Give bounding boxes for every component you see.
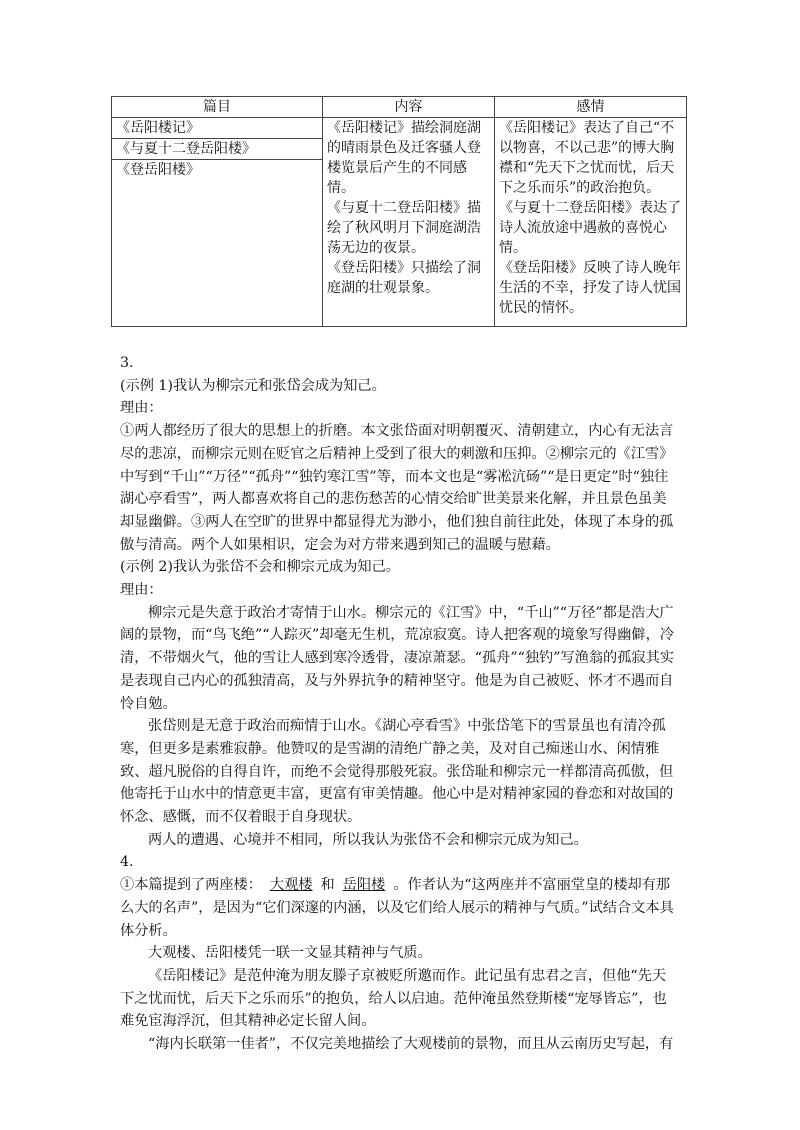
question-number: 3. (120, 355, 134, 371)
answer-blank: 岳阳楼 (342, 877, 386, 894)
content-text: 《与夏十二登岳阳楼》描绘了秋风明月下洞庭湖浩荡无边的夜景。 (327, 200, 481, 256)
answer-blank: 大观楼 (269, 877, 313, 894)
title-cell: 《岳阳楼记》 (112, 118, 323, 139)
text-run: 。作者认为“这两座并不富丽堂皇的楼却有那么大的名声”，是因为“它们深邃的内涵，以及它们给人展示的精神与气质。”试结合文本具体分析。 (120, 877, 674, 939)
title-cell: 《登岳阳楼》 (112, 160, 323, 181)
question-number: 4. (120, 854, 134, 871)
header-title: 篇目 (112, 97, 323, 118)
emotion-text: 《岳阳楼记》表达了自己“不以物喜，不以己悲”的博大胸襟和“先天下之忧而忧，后天下之乐而乐”的政治抱负。 (499, 120, 675, 196)
text-run: ①本篇提到了两座楼： (120, 877, 262, 894)
title-cell: 《与夏十二登岳阳楼》 (112, 139, 323, 160)
paragraph: “海内长联第一佳者”，不仅完美地描绘了大观楼前的景物，而且从云南历史写起，有 (148, 1036, 674, 1053)
paragraph: 柳宗元是失意于政治才寄情于山水。柳宗元的《江雪》中，“千山”“万径”都是浩大广阔的景物，而“鸟飞绝”“人踪灭”却毫无生机，荒凉寂寞。诗人把客观的境象写得幽僻，冷清，不带烟火气，他的雪让人感到寒冷透骨，凄凉萧瑟。“孤舟”“独钓”写渔翁的孤寂其实是表现自己内心的孤独清高，及与外界抗争的精神坚守。他是为自己被贬、怀才不遇而自怜自勉。 (120, 604, 674, 712)
example-heading: (示例 1)我认为柳宗元和张岱会成为知己。 (120, 377, 386, 394)
content-cell (323, 118, 495, 327)
table-header-row (112, 97, 687, 118)
emotion-text: 《登岳阳楼》反映了诗人晚年生活的不幸，抒发了诗人忧国忧民的情怀。 (499, 260, 681, 316)
emotion-cell (495, 118, 687, 327)
reason-label: 理由： (120, 582, 163, 599)
header-emotion: 感情 (495, 97, 687, 118)
text-run: 和 (320, 877, 335, 894)
example-heading: (示例 2)我认为张岱不会和柳宗元成为知己。 (120, 559, 400, 576)
paragraph: 张岱则是无意于政治而痴情于山水。《湖心亭看雪》中张岱笔下的雪景虽也有清冷孤寒，但更多是素雅寂静。他赞叹的是雪湖的清绝广静之美，及对自己痴迷山水、闲情雅致、超凡脱俗的自得自许，而绝不会觉得那般死寂。张岱耻和柳宗元一样都清高孤傲，但他寄托于山水中的情意更丰富，更富有审美情趣。他心中是对精神家园的眷恋和对故国的怀念、感慨，而不仅着眼于自身现状。 (120, 718, 674, 826)
paragraph (120, 874, 680, 942)
paragraph: ①两人都经历了很大的思想上的折磨。本文张岱面对明朝覆灭、清朝建立，内心有无法言尽的悲凉，而柳宗元则在贬官之后精神上受到了很大的刺激和压抑。②柳宗元的《江雪》中写到“千山”“万径”“孤舟”“独钓寒江雪”等，而本文也是“雾凇沆砀”“是日更定”时“独往湖心亭看雪”，两人都喜欢将自己的悲伤愁苦的心情交给旷世美景来化解，并且景色虽美却显幽僻。③两人在空旷的世界中都显得尤为渺小，他们独自前往此处，体现了本身的孤傲与清高。两个人如果相识，定会为对方带来遇到知己的温暖与慰藉。 (120, 423, 674, 553)
comparison-table (111, 96, 687, 327)
header-content: 内容 (323, 97, 495, 118)
table-row (112, 118, 687, 139)
emotion-text: 《与夏十二登岳阳楼》表达了诗人流放途中遇赦的喜悦心情。 (499, 200, 681, 256)
reason-label: 理由： (120, 400, 163, 417)
content-text: 《登岳阳楼》只描绘了洞庭湖的壮观景象。 (327, 260, 481, 296)
paragraph: 《岳阳楼记》是范仲淹为朋友滕子京被贬所邀而作。此记虽有忠君之言，但他“先天下之忧而忧，后天下之乐而乐”的抱负，给人以启迪。范仲淹虽然登斯楼“宠辱皆忘”，也难免宦海浮沉，但其精神必定长留人间。 (120, 967, 667, 1030)
content-text: 《岳阳楼记》描绘洞庭湖的晴雨景色及迁客骚人登楼览景后产生的不同感情。 (327, 120, 481, 196)
paragraph: 大观楼、岳阳楼凭一联一文显其精神与气质。 (148, 945, 432, 962)
answer-body (120, 352, 680, 1056)
empty-cell (112, 180, 323, 327)
paragraph: 两人的遭遇、心境并不相同，所以我认为张岱不会和柳宗元成为知己。 (148, 831, 588, 848)
